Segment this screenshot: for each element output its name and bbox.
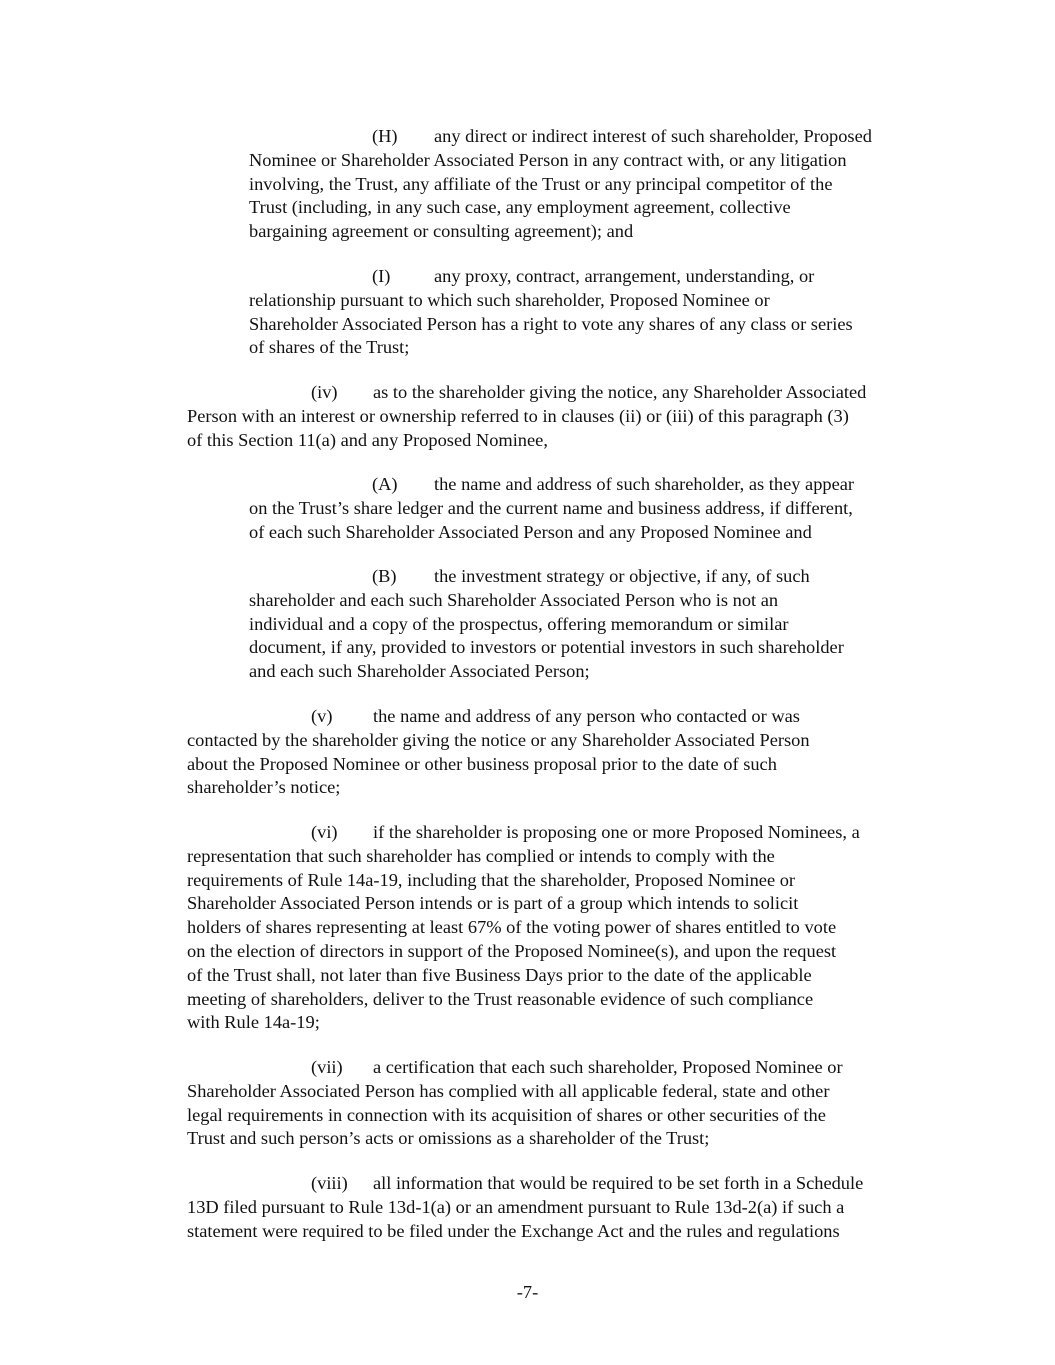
clause-label: (H) — [372, 126, 398, 146]
paragraph-first-line — [187, 1056, 843, 1080]
line-text: and each such Shareholder Associated Person; — [249, 661, 590, 682]
paragraph-viii — [187, 1172, 863, 1243]
paragraph-b — [249, 565, 844, 684]
line-text: involving, the Trust, any affiliate of the Trust or any principal competitor of the — [249, 173, 833, 194]
line-text: requirements of Rule 14a-19, including that the shareholder, Proposed Nominee or — [187, 869, 796, 890]
line-text: individual and a copy of the prospectus, offering memorandum or similar — [249, 613, 789, 634]
line-text: Person with an interest or ownership referred to in clauses (ii) or (iii) of this paragraph (3) — [187, 405, 849, 426]
paragraph-first-line — [187, 381, 866, 405]
line-text: legal requirements in connection with its acquisition of shares or other securities of the — [187, 1104, 826, 1125]
line-text: all information that would be required to be set forth in a Schedule — [373, 1173, 864, 1193]
paragraph-a — [249, 473, 854, 544]
clause-label: (viii) — [311, 1173, 348, 1193]
paragraph-vi — [187, 821, 860, 1035]
line-text: about the Proposed Nominee or other business proposal prior to the date of such — [187, 753, 777, 774]
clause-label: (B) — [372, 566, 397, 586]
line-text: a certification that each such shareholder, Proposed Nominee or — [373, 1057, 843, 1077]
paragraph-h — [249, 125, 872, 244]
line-text: meeting of shareholders, deliver to the Trust reasonable evidence of such compliance — [187, 988, 814, 1009]
line-text: of the Trust shall, not later than five Business Days prior to the date of the applicable — [187, 964, 812, 985]
clause-label: (I) — [372, 266, 391, 286]
line-text: of this Section 11(a) and any Proposed Nominee, — [187, 429, 548, 450]
clause-label: (A) — [372, 474, 398, 494]
paragraph-vii — [187, 1056, 843, 1151]
line-text: Trust and such person’s acts or omissions as a shareholder of the Trust; — [187, 1128, 710, 1149]
paragraph-first-line — [187, 1172, 863, 1196]
paragraph-v — [187, 705, 810, 800]
page-number: -7- — [516, 1282, 539, 1302]
line-text: with Rule 14a-19; — [187, 1012, 320, 1033]
paragraph-iv — [187, 381, 866, 452]
paragraph-first-line — [249, 265, 853, 289]
clause-label: (iv) — [311, 382, 338, 402]
line-text: the investment strategy or objective, if any, of such — [434, 566, 810, 586]
clause-label: (vi) — [311, 822, 338, 842]
line-text: representation that such shareholder has complied or intends to comply with the — [187, 845, 775, 866]
line-text: shareholder’s notice; — [187, 777, 341, 798]
line-text: bargaining agreement or consulting agreement); and — [249, 221, 634, 242]
paragraph-first-line — [187, 821, 860, 845]
paragraph-first-line — [249, 565, 844, 589]
line-text: the name and address of such shareholder, as they appear — [434, 474, 855, 494]
line-text: 13D filed pursuant to Rule 13d-1(a) or an amendment pursuant to Rule 13d-2(a) if such a — [187, 1196, 845, 1217]
line-text: Shareholder Associated Person has a right to vote any shares of any class or series — [249, 313, 853, 334]
line-text: as to the shareholder giving the notice, any Shareholder Associated — [373, 382, 867, 402]
clause-label: (vii) — [311, 1057, 343, 1077]
line-text: Trust (including, in any such case, any employment agreement, collective — [249, 197, 791, 218]
line-text: statement were required to be filed under the Exchange Act and the rules and regulations — [187, 1220, 840, 1241]
line-text: the name and address of any person who contacted or was — [373, 706, 800, 726]
line-text: on the election of directors in support of the Proposed Nominee(s), and upon the request — [187, 940, 837, 961]
line-text: relationship pursuant to which such shareholder, Proposed Nominee or — [249, 289, 770, 310]
clause-label: (v) — [311, 706, 333, 726]
paragraph-first-line — [249, 125, 872, 149]
line-text: document, if any, provided to investors or potential investors in such shareholder — [249, 637, 844, 658]
line-text: any direct or indirect interest of such shareholder, Proposed — [434, 126, 872, 146]
paragraph-first-line — [249, 473, 854, 497]
line-text: Shareholder Associated Person has complied with all applicable federal, state and other — [187, 1080, 830, 1101]
line-text: holders of shares representing at least 67% of the voting power of shares entitled to vote — [187, 917, 837, 938]
line-text: shareholder and each such Shareholder Associated Person who is not an — [249, 589, 779, 610]
line-text: Nominee or Shareholder Associated Person in any contract with, or any litigation — [249, 149, 847, 170]
line-text: Shareholder Associated Person intends or is part of a group which intends to solicit — [187, 893, 799, 914]
paragraph-i — [249, 265, 853, 360]
line-text: if the shareholder is proposing one or more Proposed Nominees, a — [373, 822, 860, 842]
line-text: contacted by the shareholder giving the notice or any Shareholder Associated Person — [187, 729, 810, 750]
line-text: on the Trust’s share ledger and the current name and business address, if different, — [249, 497, 853, 518]
line-text: of each such Shareholder Associated Person and any Proposed Nominee and — [249, 521, 812, 542]
line-text: of shares of the Trust; — [249, 337, 410, 358]
paragraph-first-line — [187, 705, 810, 729]
line-text: any proxy, contract, arrangement, understanding, or — [434, 266, 815, 286]
